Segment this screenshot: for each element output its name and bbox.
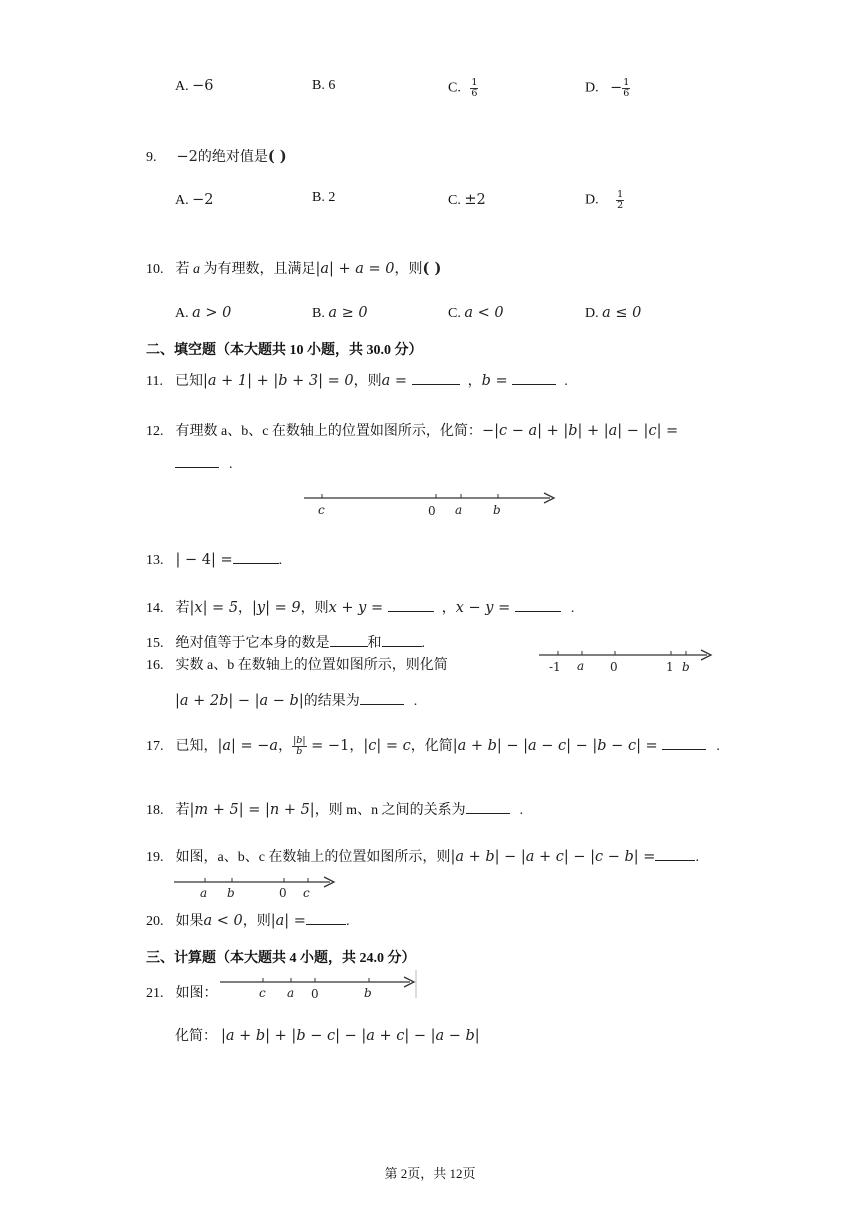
axis-label-minus-one: -1	[549, 660, 561, 674]
axis-label-c: c	[303, 886, 310, 900]
answer-blank[interactable]	[512, 372, 556, 385]
q8-option-b: B. 6	[312, 78, 336, 93]
axis-label-a: a	[577, 659, 585, 673]
axis-label-b: b	[493, 503, 501, 517]
answer-blank[interactable]	[515, 599, 561, 612]
q12-answer: .	[175, 455, 233, 473]
fraction: $\frac{|b|}{b}$	[293, 735, 306, 758]
answer-blank[interactable]	[655, 848, 695, 861]
answer-blank[interactable]	[388, 599, 434, 612]
q8-option-c: C. $\frac{1}{6}$	[448, 77, 478, 99]
answer-blank[interactable]	[306, 912, 346, 925]
axis-label-b: b	[227, 886, 235, 900]
axis-label-c: c	[318, 503, 325, 517]
q9-stem: 9. −2的绝对值是( )	[146, 148, 287, 165]
q21-stem: 21. 如图：	[146, 986, 218, 1001]
answer-blank[interactable]	[382, 634, 422, 647]
q11: 11. 已知|a + 1| + |b + 3| = 0，则a = ，b = .	[146, 373, 568, 389]
axis-label-zero: 0	[311, 987, 319, 1000]
q10-option-d: D. a ≤ 0	[585, 305, 642, 321]
q8-option-d: D. − $\frac{1}{6}$	[585, 77, 630, 99]
section-heading-fill-in: 二、填空题（本大题共 10 小题，共 30.0 分）	[146, 343, 423, 358]
q9-option-a: A. −2	[175, 192, 214, 208]
fraction: $\frac{1}{2}$	[617, 189, 624, 211]
page-footer: 第 2页，共 12页	[384, 1166, 476, 1181]
q16-answer: |a + 2b| − |a − b|的结果为 .	[175, 693, 418, 709]
q21-number-line	[216, 970, 418, 1000]
fraction: $\frac{1}{6}$	[471, 77, 478, 99]
q21-task: 化简： |a + b| + |b − c| − |a + c| − |a − b|	[175, 1028, 480, 1044]
axis-label-zero: 0	[428, 504, 436, 518]
axis-label-a: a	[287, 986, 295, 1000]
q12-number-line	[300, 488, 562, 520]
q20: 20. 如果a < 0，则|a| = .	[146, 913, 350, 929]
q10-option-a: A. a > 0	[175, 305, 232, 321]
fraction: $\frac{1}{6}$	[623, 77, 630, 99]
q9-option-b: B. 2	[312, 190, 336, 205]
axis-label-c: c	[259, 986, 266, 1000]
section-heading-calculation: 三、计算题（本大题共 4 小题，共 24.0 分）	[146, 951, 416, 966]
axis-label-a: a	[455, 503, 463, 517]
q8-option-a: A. −6	[175, 78, 214, 94]
q18: 18. 若|m + 5| = |n + 5|，则 m、n 之间的关系为 .	[146, 802, 524, 818]
answer-blank[interactable]	[233, 551, 279, 564]
q10-option-b: B. a ≥ 0	[312, 305, 368, 321]
q16-stem: 16. 实数 a、b 在数轴上的位置如图所示，则化简	[146, 658, 448, 673]
axis-label-a: a	[200, 886, 208, 900]
axis-label-b: b	[682, 660, 690, 674]
q9-option-c: C. ±2	[448, 192, 486, 208]
q14: 14. 若|x| = 5，|y| = 9，则x + y = ，x − y = .	[146, 600, 575, 616]
axis-label-b: b	[364, 986, 372, 1000]
q17: 17. 已知，|a| = −a， $\frac{|b|}{b}$ = −1，|c| = c，化简|a + b| − |a − c| − |b − c| = .	[146, 735, 720, 758]
answer-blank[interactable]	[175, 455, 219, 468]
answer-blank[interactable]	[360, 692, 404, 705]
q19: 19. 如图，a、b、c 在数轴上的位置如图所示，则|a + b| − |a + c| − |c − b| = .	[146, 849, 699, 865]
axis-label-zero: 0	[610, 660, 618, 674]
q15: 15. 绝对值等于它本身的数是 和 .	[146, 636, 425, 651]
answer-blank[interactable]	[412, 372, 460, 385]
q10-option-c: C. a < 0	[448, 305, 504, 321]
q9-option-d: D. $\frac{1}{2}$	[585, 189, 624, 211]
q12-stem: 12. 有理数 a、b、c 在数轴上的位置如图所示，化简：−|c − a| + |b| + |a| − |c| =	[146, 423, 679, 439]
answer-blank[interactable]	[330, 634, 368, 647]
axis-label-zero: 0	[279, 886, 287, 900]
q10-stem: 10. 若 a 为有理数，且满足|a| + a = 0，则( )	[146, 260, 442, 277]
q16-number-line	[535, 645, 717, 677]
axis-label-one: 1	[666, 660, 674, 674]
answer-blank[interactable]	[466, 801, 510, 814]
q13: 13. | − 4| = .	[146, 552, 283, 568]
answer-blank[interactable]	[662, 737, 706, 750]
q19-number-line	[170, 873, 340, 903]
